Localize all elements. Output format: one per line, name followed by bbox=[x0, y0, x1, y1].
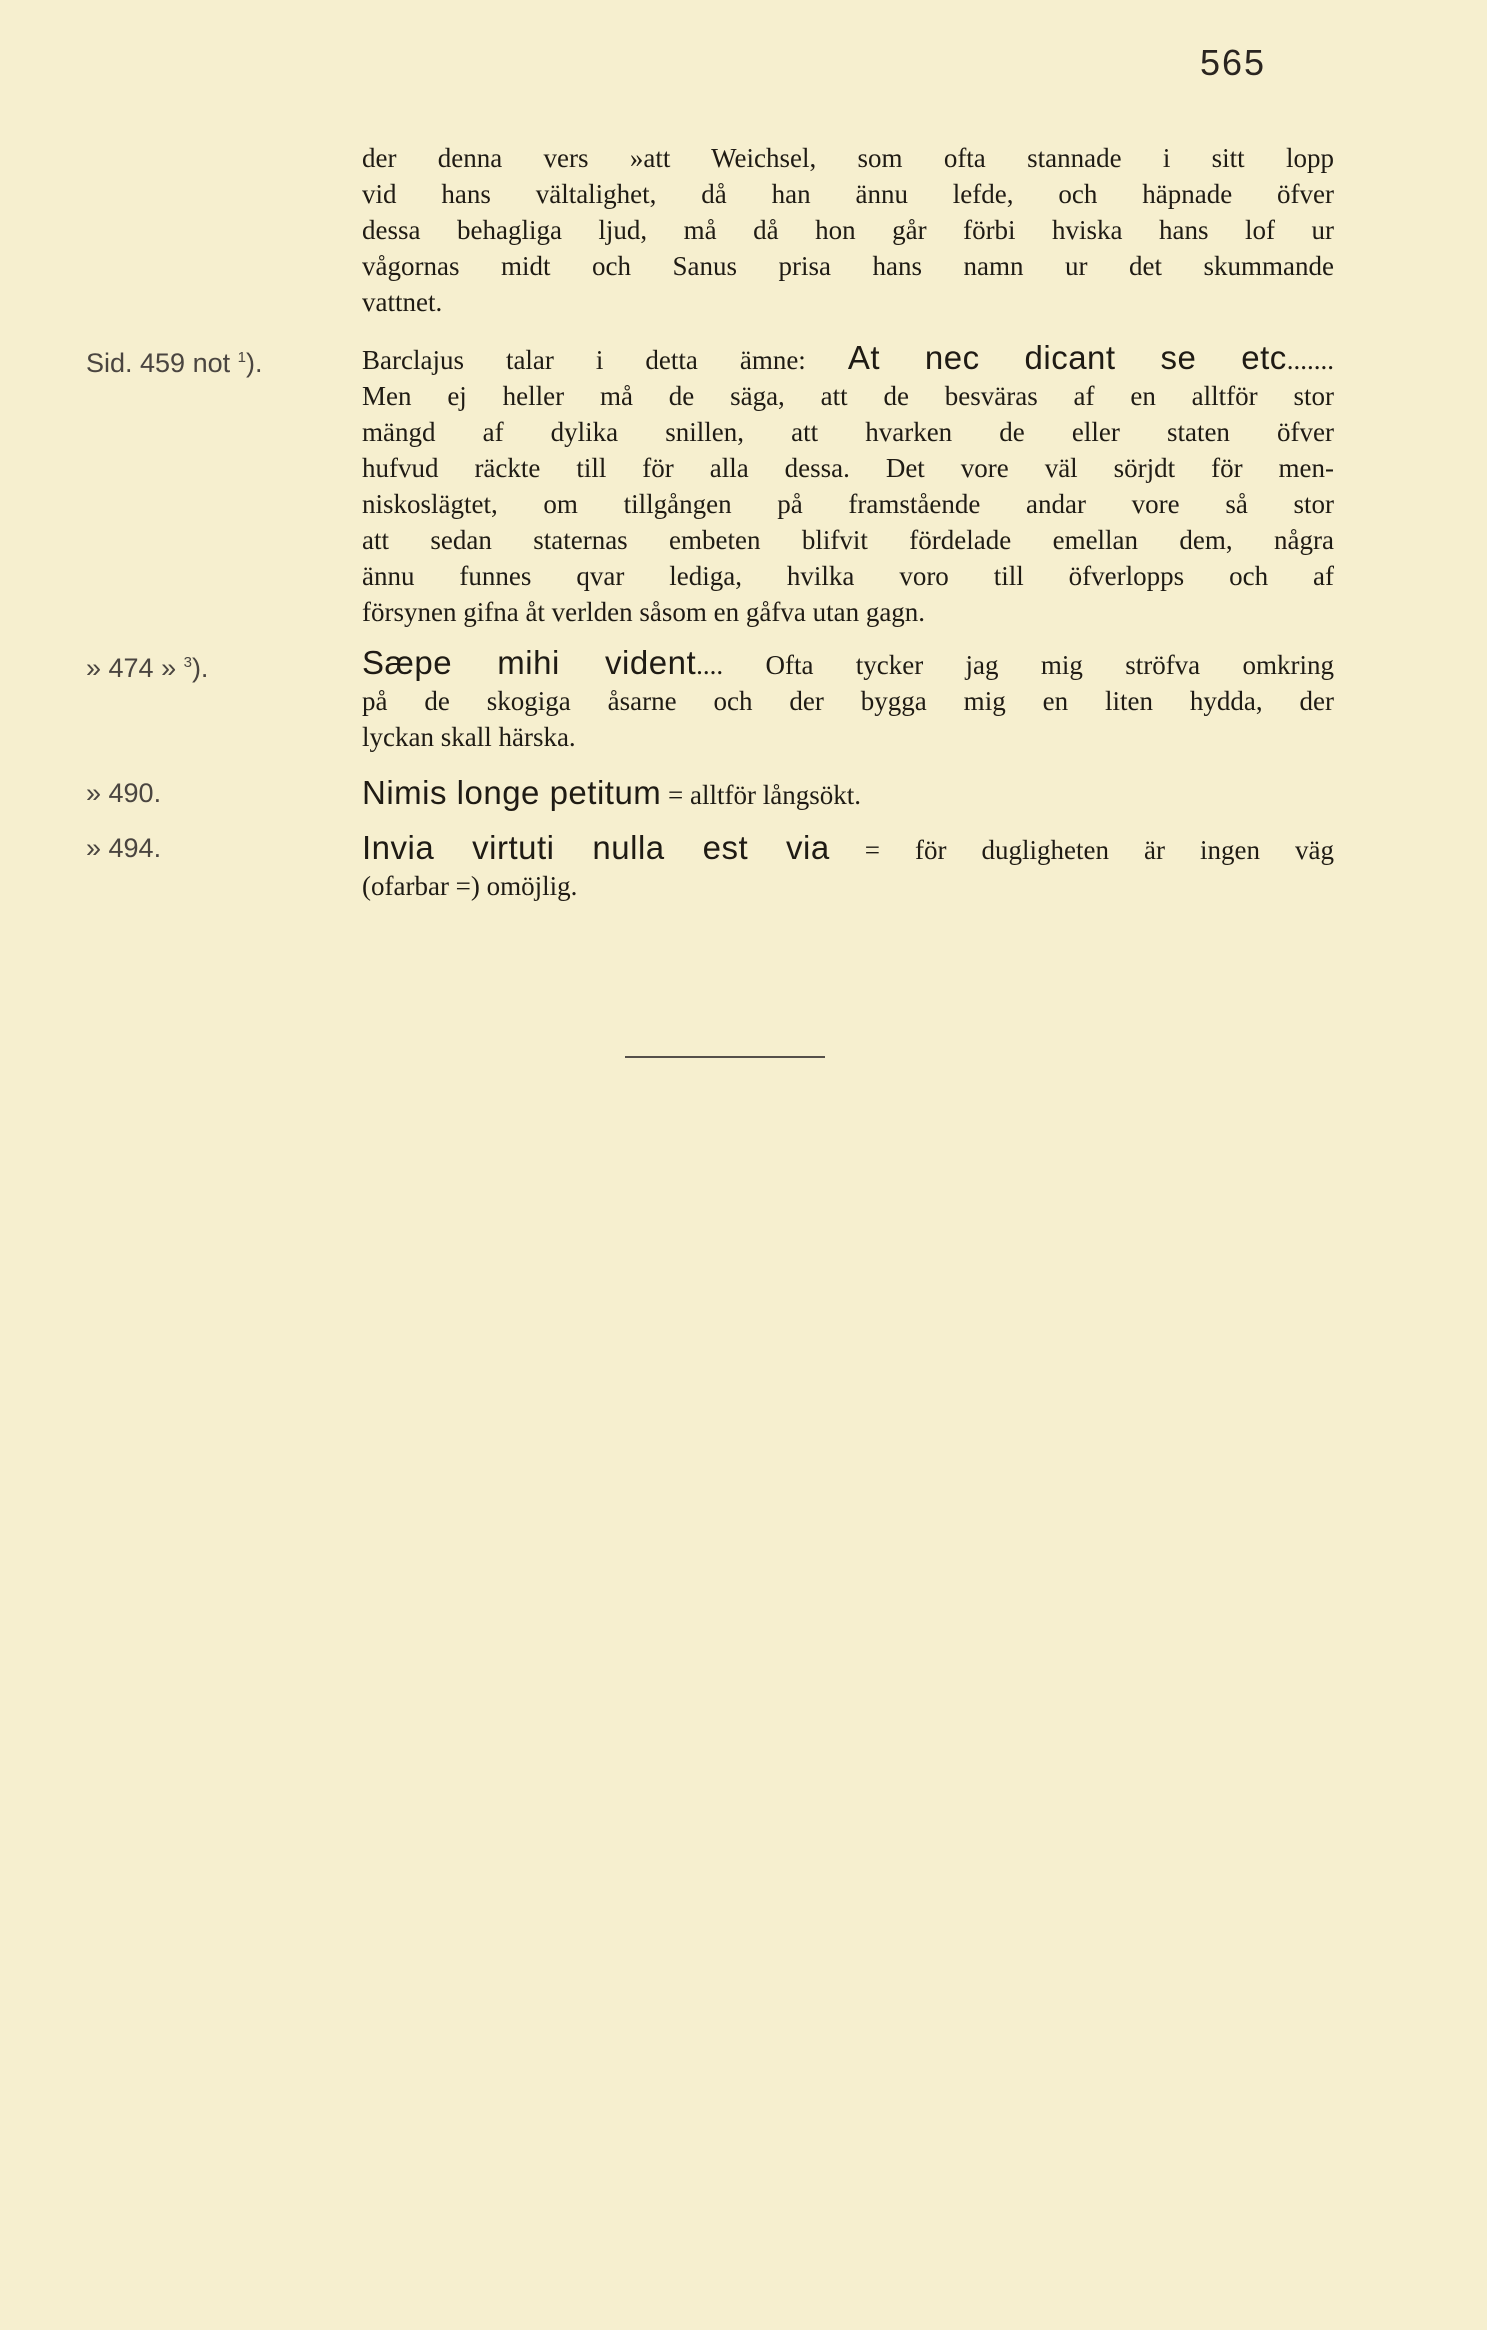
note-first-line: Barclajus talar i detta ämne: At nec dicant se etc....... bbox=[362, 339, 1334, 376]
note-text bbox=[362, 775, 1334, 813]
section-divider bbox=[625, 1056, 825, 1058]
intro-paragraph bbox=[362, 140, 1334, 320]
text-line: ännu funnes qvar lediga, hvilka voro till öfverlopps och af bbox=[362, 561, 1334, 591]
text-line: försynen gifna åt verlden såsom en gåfva utan gagn. bbox=[362, 597, 926, 627]
latin-quote: At nec dicant se etc bbox=[847, 339, 1287, 376]
latin-quote: Sæpe mihi vident bbox=[362, 644, 697, 681]
text-line: lyckan skall härska. bbox=[362, 722, 576, 752]
text-line: der denna vers »att Weichsel, som ofta stannade i sitt lopp bbox=[362, 143, 1334, 173]
note-reference: » 474 » $^3$). bbox=[86, 653, 209, 683]
note-reference: Sid. 459 not $^1$). bbox=[86, 348, 263, 378]
text-line: på de skogiga åsarne och der bygga mig en liten hydda, der bbox=[362, 686, 1334, 716]
text-line: att sedan staternas embeten blifvit fördelade emellan dem, några bbox=[362, 525, 1334, 555]
text-line: dessa behagliga ljud, må då hon går förbi hviska hans lof ur bbox=[362, 215, 1334, 245]
text-line: Men ej heller må de säga, att de besväras af en alltför stor bbox=[362, 381, 1334, 411]
text-line: (ofarbar =) omöjlig. bbox=[362, 871, 578, 901]
latin-quote: Invia virtuti nulla est via bbox=[362, 829, 830, 866]
note-first-line: Nimis longe petitum = alltför långsökt. bbox=[362, 774, 861, 811]
note-first-line: Invia virtuti nulla est via = för dugligheten är ingen väg bbox=[362, 829, 1334, 866]
note-text bbox=[362, 340, 1334, 630]
note-first-line: Sæpe mihi vident.... Ofta tycker jag mig ströfva omkring bbox=[362, 644, 1334, 681]
note-text bbox=[362, 830, 1334, 904]
latin-quote: Nimis longe petitum bbox=[362, 774, 662, 811]
text-line: vattnet. bbox=[362, 287, 443, 317]
page-number: 565 bbox=[1200, 42, 1267, 83]
note-text bbox=[362, 645, 1334, 755]
text-line: vågornas midt och Sanus prisa hans namn ur det skummande bbox=[362, 251, 1334, 281]
text-line: niskoslägtet, om tillgången på framstående andar vore så stor bbox=[362, 489, 1334, 519]
text-line: hufvud räckte till för alla dessa. Det vore väl sörjdt för men- bbox=[362, 453, 1334, 483]
note-reference: » 490. bbox=[86, 778, 162, 808]
text-line: vid hans vältalighet, då han ännu lefde, och häpnade öfver bbox=[362, 179, 1334, 209]
note-reference: » 494. bbox=[86, 833, 162, 863]
text-line: mängd af dylika snillen, att hvarken de eller staten öfver bbox=[362, 417, 1334, 447]
